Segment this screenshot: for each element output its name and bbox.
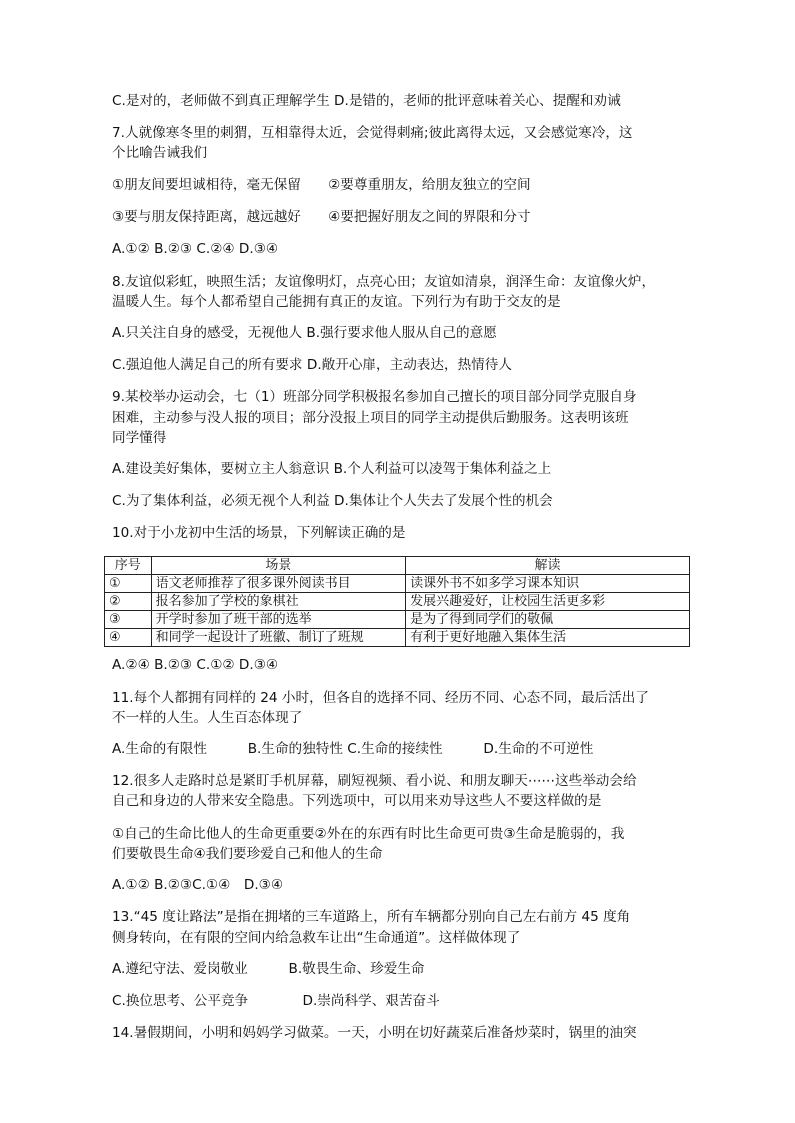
table-cell-reading: 是为了得到同学们的敬佩	[406, 611, 690, 629]
q11-stem-line1: 11.每个人都拥有同样的 24 小时，但各自的选择不同、经历不同、心态不同，最后活出了	[112, 690, 649, 706]
table-row	[105, 593, 690, 611]
q11-options: A.生命的有限性 B.生命的独特性 C.生命的接续性 D.生命的不可逆性	[112, 741, 594, 757]
table-row	[105, 575, 690, 593]
table-cell-reading: 发展兴趣爱好，让校园生活更多彩	[406, 593, 690, 611]
q10-stem: 10.对于小龙初中生活的场景，下列解读正确的是	[112, 525, 406, 541]
table-row	[105, 629, 690, 647]
table-cell-index: ②	[105, 593, 152, 611]
table-cell-scene: 开学时参加了班干部的选举	[151, 611, 405, 629]
table-header: 场景	[151, 557, 405, 575]
q8-options-cd: C.强迫他人满足自己的所有要求 D.敞开心扉，主动表达，热情待人	[112, 357, 512, 373]
table-cell-scene: 语文老师推荐了很多课外阅读书目	[151, 575, 405, 593]
q8-options-ab: A.只关注自身的感受，无视他人 B.强行要求他人服从自己的意愿	[112, 325, 497, 341]
table-header: 序号	[105, 557, 152, 575]
q10-table	[104, 556, 690, 647]
q7-stem-line2: 个比喻告诫我们	[112, 145, 208, 161]
q6-options-cd: C.是对的，老师做不到真正理解学生 D.是错的，老师的批评意味着关心、提醒和劝诫	[112, 93, 621, 109]
q7-stem-line1: 7.人就像寒冬里的刺猬，互相靠得太近，会觉得刺痛;彼此离得太远，又会感觉寒冷，这	[112, 125, 633, 141]
q12-stem-line2: 自己和身边的人带来安全隐患。下列选项中，可以用来劝导这些人不要这样做的是	[112, 793, 602, 809]
q9-options-cd: C.为了集体利益，必须无视个人利益 D.集体让个人失去了发展个性的机会	[112, 493, 553, 509]
table-header-row	[105, 557, 690, 575]
table-cell-index: ③	[105, 611, 152, 629]
q12-stem-line1: 12.很多人走路时总是紧盯手机屏幕，刷短视频、看小说、和朋友聊天⋯⋯这些举动会给	[112, 773, 637, 789]
table-cell-index: ①	[105, 575, 152, 593]
q7-statements-34: ③要与朋友保持距离，越远越好 ④要把握好朋友之间的界限和分寸	[112, 209, 531, 225]
q8-stem-line1: 8.友谊似彩虹，映照生活；友谊像明灯，点亮心田；友谊如清泉，润泽生命：友谊像火炉，	[112, 274, 656, 290]
q12-statements-2: 们要敬畏生命④我们要珍爱自己和他人的生命	[112, 846, 383, 862]
table-cell-reading: 有利于更好地融入集体生活	[406, 629, 690, 647]
table-row	[105, 611, 690, 629]
q13-stem-line2: 侧身转向，在有限的空间内给急救车让出“生命通道”。这样做体现了	[112, 930, 521, 946]
table-cell-reading: 读课外书不如多学习课本知识	[406, 575, 690, 593]
table-header: 解读	[406, 557, 690, 575]
q13-options-cd: C.换位思考、公平竞争 D.崇尚科学、艰苦奋斗	[112, 993, 440, 1009]
table-cell-scene: 报名参加了学校的象棋社	[151, 593, 405, 611]
q13-stem-line1: 13.“45 度让路法”是指在拥堵的三车道路上，所有车辆都分别向自己左右前方 45 度角	[112, 909, 631, 925]
q8-stem-line2: 温暖人生。每个人都希望自己能拥有真正的友谊。下列行为有助于交友的是	[112, 294, 561, 310]
q10-options: A.②④ B.②③ C.①② D.③④	[112, 657, 279, 673]
q7-options: A.①② B.②③ C.②④ D.③④	[112, 241, 279, 257]
q12-options: A.①② B.②③C.①④ D.③④	[112, 877, 284, 893]
q9-options-ab: A.建设美好集体，要树立主人翁意识 B.个人利益可以凌驾于集体利益之上	[112, 461, 552, 477]
table-cell-index: ④	[105, 629, 152, 647]
q9-stem-line2: 困难，主动参与没人报的项目；部分没报上项目的同学主动提供后勤服务。这表明该班	[112, 410, 629, 426]
q14-stem-line1: 14.暑假期间，小明和妈妈学习做菜。一天，小明在切好蔬菜后准备炒菜时，锅里的油突	[112, 1025, 637, 1041]
q9-stem-line1: 9.某校举办运动会，七（1）班部分同学积极报名参加自己擅长的项目部分同学克服自身	[112, 389, 637, 405]
q7-statements-12: ①朋友间要坦诚相待，毫无保留 ②要尊重朋友，给朋友独立的空间	[112, 177, 531, 193]
q9-stem-line3: 同学懂得	[112, 430, 167, 446]
q12-statements-1: ①自己的生命比他人的生命更重要②外在的东西有时比生命更可贵③生命是脆弱的，我	[112, 826, 625, 842]
table-cell-scene: 和同学一起设计了班徽、制订了班规	[151, 629, 405, 647]
q11-stem-line2: 不一样的人生。人生百态体现了	[112, 710, 303, 726]
q13-options-ab: A.遵纪守法、爱岗敬业 B.敬畏生命、珍爱生命	[112, 961, 425, 977]
